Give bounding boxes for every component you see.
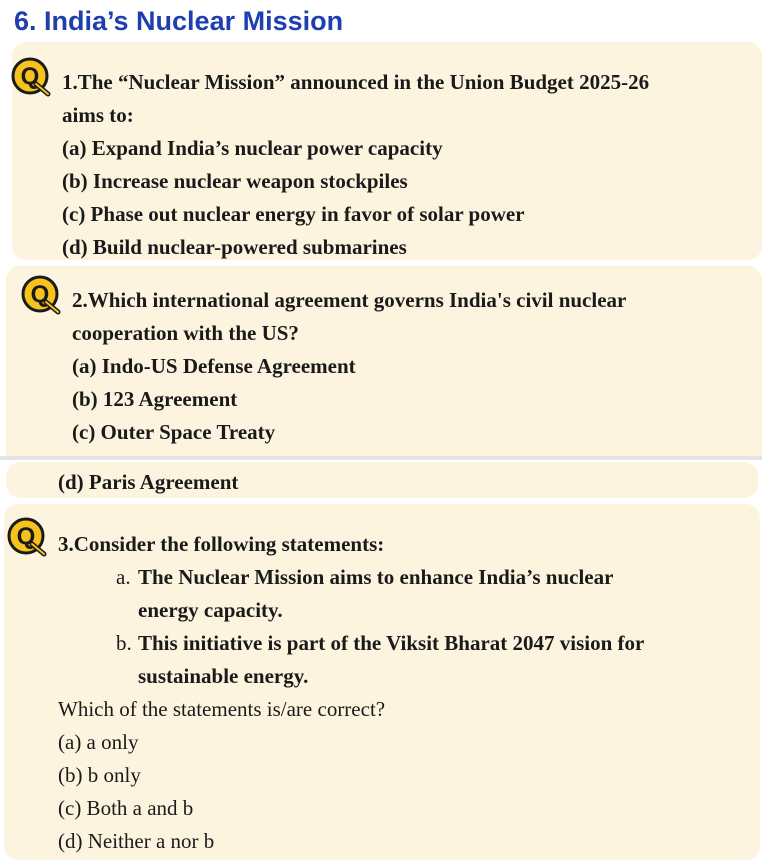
q-badge-letter: Q [20, 63, 40, 90]
page-break-divider [0, 456, 762, 460]
question-2-text-cont: cooperation with the US? [72, 321, 299, 345]
q2-option-b: (b) 123 Agreement [72, 387, 238, 411]
q1-option-b: (b) Increase nuclear weapon stockpiles [62, 169, 408, 193]
statement-b-letter: b. [116, 631, 132, 655]
question-3-text: 3.Consider the following statements: [58, 532, 385, 556]
q1-option-a: (a) Expand India’s nuclear power capacity [62, 136, 443, 160]
q-badge-letter: Q [16, 523, 36, 550]
question-2-text: 2.Which international agreement governs India's civil nuclear [72, 288, 627, 312]
statement-a-text: The Nuclear Mission aims to enhance India’s nuclear [138, 565, 614, 589]
statement-a-text-cont: energy capacity. [138, 598, 283, 622]
question-3-prompt: Which of the statements is/are correct? [58, 697, 386, 721]
statement-a-letter: a. [116, 565, 131, 589]
q-badge-icon [20, 274, 60, 316]
statement-b-text: This initiative is part of the Viksit Bharat 2047 vision for [138, 631, 645, 655]
statement-b-text-cont: sustainable energy. [138, 664, 309, 688]
q3-option-a: (a) a only [58, 730, 139, 754]
q1-option-d: (d) Build nuclear-powered submarines [62, 235, 407, 259]
q3-option-b: (b) b only [58, 763, 141, 787]
q-badge-icon [6, 516, 46, 558]
q3-option-c: (c) Both a and b [58, 796, 194, 820]
q-badge-letter: Q [30, 281, 50, 308]
question-1-text-cont: aims to: [62, 103, 134, 127]
q1-option-c: (c) Phase out nuclear energy in favor of solar power [62, 202, 525, 226]
q2-option-d: (d) Paris Agreement [58, 470, 239, 494]
page-title: 6. India’s Nuclear Mission [14, 6, 344, 36]
question-1-text: 1.The “Nuclear Mission” announced in the Union Budget 2025-26 [62, 70, 650, 94]
q2-option-a: (a) Indo-US Defense Agreement [72, 354, 356, 378]
q-badge-icon [10, 56, 50, 98]
q2-option-c: (c) Outer Space Treaty [72, 420, 276, 444]
q3-option-d: (d) Neither a nor b [58, 829, 215, 853]
